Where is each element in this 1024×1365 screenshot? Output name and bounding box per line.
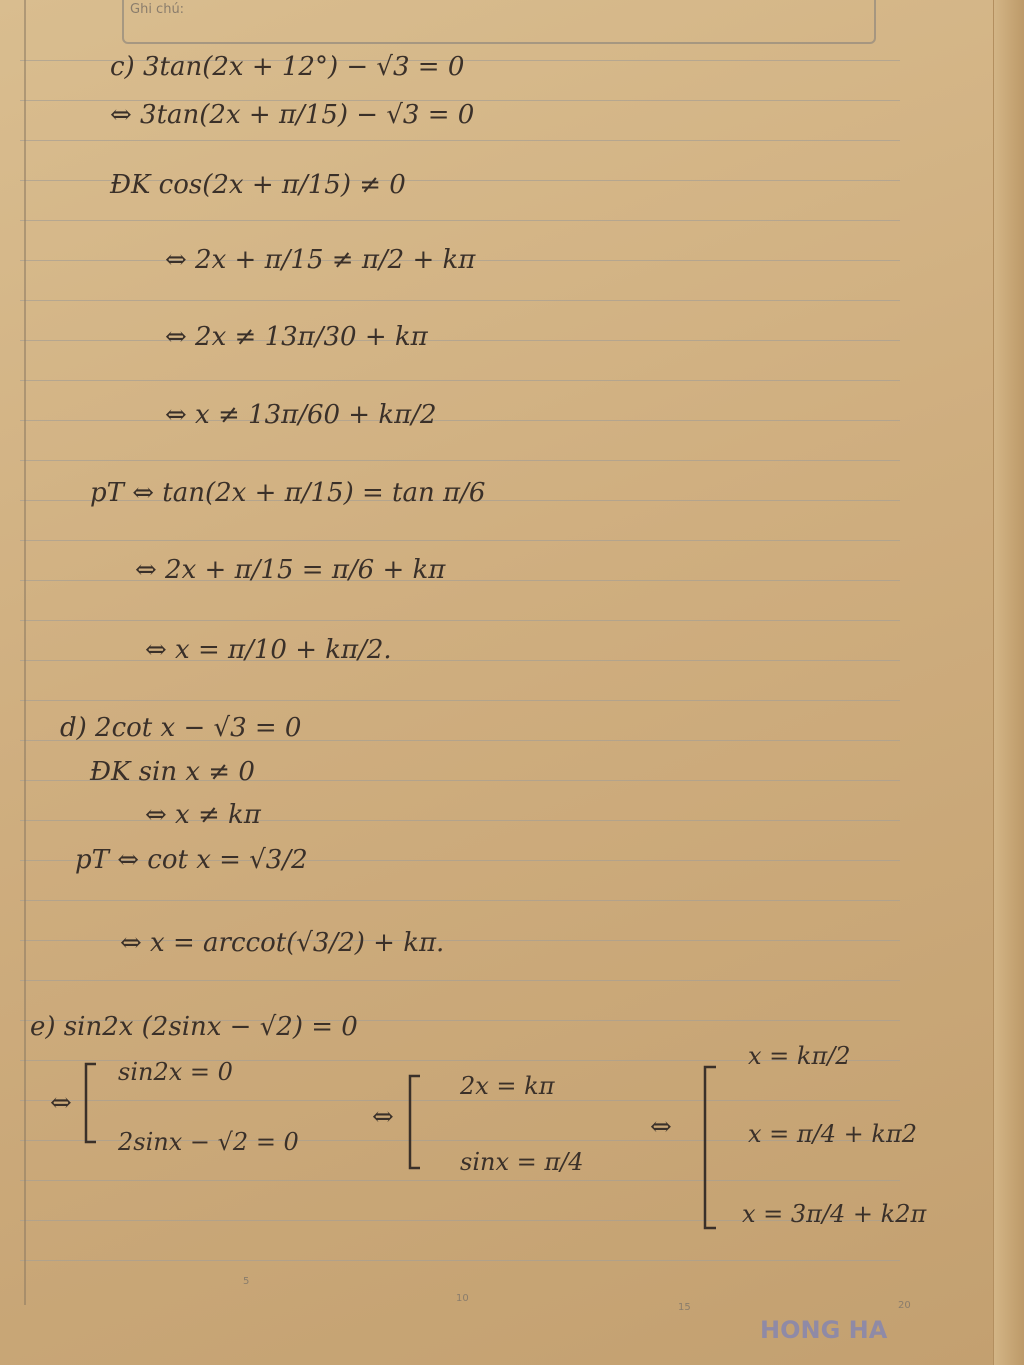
e-step3-a: x = kπ/2 [748, 1042, 851, 1070]
e-step3-b: x = π/4 + kπ2 [748, 1120, 917, 1148]
e-step1-a: sin2x = 0 [118, 1058, 233, 1086]
ruled-line [20, 460, 900, 461]
ruler-tick-15: 15 [678, 1302, 691, 1313]
d-line-2: ĐK sin x ≠ 0 [90, 757, 255, 787]
c-line-6: ⇔ x ≠ 13π/60 + kπ/2 [165, 400, 437, 430]
e-step2-b: sinx = π/4 [460, 1148, 584, 1176]
d-line-1: d) 2cot x − √3 = 0 [60, 713, 302, 743]
ruled-line [20, 300, 900, 301]
ruler-tick-10: 10 [456, 1293, 469, 1304]
e-equiv-1: ⇔ [50, 1088, 72, 1118]
ruled-line [20, 1180, 900, 1181]
margin-line [24, 0, 26, 1305]
c-line-8: ⇔ 2x + π/15 = π/6 + kπ [135, 555, 446, 585]
d-line-3: ⇔ x ≠ kπ [145, 800, 261, 830]
ruled-line [20, 340, 900, 341]
e-equiv-3: ⇔ [650, 1112, 672, 1142]
ruled-line [20, 420, 900, 421]
note-label: Ghi chú: [130, 2, 185, 17]
ruled-line [20, 540, 900, 541]
c-line-9: ⇔ x = π/10 + kπ/2. [145, 635, 392, 665]
d-line-4: pT ⇔ cot x = √3/2 [75, 845, 308, 875]
e-bracket-2 [406, 1074, 422, 1170]
brand-logo: HONG HA [760, 1316, 888, 1344]
e-equiv-2: ⇔ [372, 1102, 394, 1132]
ruled-line [20, 140, 900, 141]
ruled-line [20, 620, 900, 621]
ruled-line [20, 220, 900, 221]
ruler-tick-20: 20 [898, 1300, 911, 1311]
ruled-line [20, 700, 900, 701]
e-bracket-3 [700, 1065, 718, 1230]
e-step3-c: x = 3π/4 + k2π [742, 1200, 927, 1228]
c-line-7: pT ⇔ tan(2x + π/15) = tan π/6 [90, 478, 486, 508]
ruled-line [20, 1260, 900, 1261]
ruled-line [20, 380, 900, 381]
c-line-2: ⇔ 3tan(2x + π/15) − √3 = 0 [110, 100, 475, 130]
c-line-1: c) 3tan(2x + 12°) − √3 = 0 [110, 52, 465, 82]
d-line-5: ⇔ x = arccot(√3/2) + kπ. [120, 928, 445, 958]
ruled-line [20, 980, 900, 981]
note-box [122, 0, 876, 44]
ruled-line [20, 1100, 900, 1101]
e-step1-b: 2sinx − √2 = 0 [118, 1128, 299, 1156]
ruled-line [20, 900, 900, 901]
e-equation: e) sin2x (2sinx − √2) = 0 [30, 1012, 358, 1042]
page-edge [993, 0, 1024, 1365]
c-line-5: ⇔ 2x ≠ 13π/30 + kπ [165, 322, 428, 352]
ruler-tick-5: 5 [243, 1276, 250, 1287]
e-step2-a: 2x = kπ [460, 1072, 555, 1100]
c-line-3: ĐK cos(2x + π/15) ≠ 0 [110, 170, 406, 200]
c-line-4: ⇔ 2x + π/15 ≠ π/2 + kπ [165, 245, 476, 275]
e-bracket-1 [82, 1062, 98, 1144]
